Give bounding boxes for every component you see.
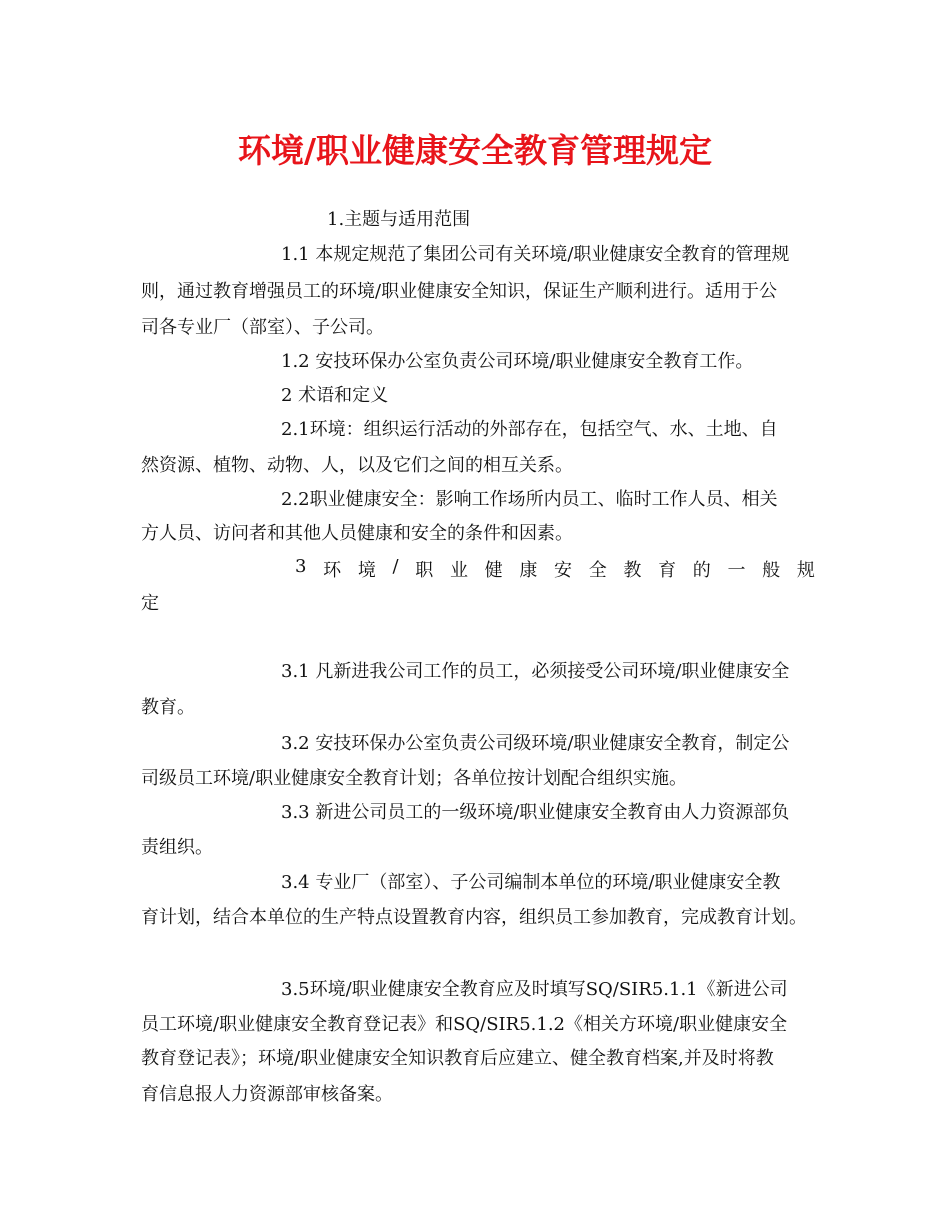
section-1-heading: 1.主题与适用范围 xyxy=(327,209,471,230)
paragraph-line: 定 xyxy=(141,593,159,614)
paragraph-line: 1.2 安技环保办公室负责公司环境/职业健康安全教育工作。 xyxy=(281,351,754,372)
heading-char: 育 xyxy=(658,560,677,581)
paragraph-line: 2.1环境：组织运行活动的外部存在，包括空气、水、土地、自 xyxy=(281,419,778,440)
heading-char: 环 xyxy=(323,560,342,581)
paragraph-line: 2.2职业健康安全：影响工作场所内员工、临时工作人员、相关 xyxy=(281,489,778,510)
heading-char: 境 xyxy=(357,560,376,581)
paragraph-line: 然资源、植物、动物、人，以及它们之间的相互关系。 xyxy=(141,455,573,476)
heading-char: 3 xyxy=(295,556,307,577)
paragraph-line: 司级员工环境/职业健康安全教育计划；各单位按计划配合组织实施。 xyxy=(141,768,688,789)
document-title: 环境/职业健康安全教育管理规定 xyxy=(237,131,713,170)
paragraph-line: 3.4 专业厂（部室）、子公司编制本单位的环境/职业健康安全教 xyxy=(281,872,781,893)
heading-char: 安 xyxy=(554,560,573,581)
paragraph-line: 1.1 本规定规范了集团公司有关环境/职业健康安全教育的管理规 xyxy=(281,244,790,265)
paragraph-line: 育计划，结合本单位的生产特点设置教育内容，组织员工参加教育，完成教育计划。 xyxy=(141,907,807,928)
paragraph-line: 员工环境/职业健康安全教育登记表》和SQ/SIR5.1.2《相关方环境/职业健康安全 xyxy=(141,1014,788,1035)
paragraph-line: 3.3 新进公司员工的一级环境/职业健康安全教育由人力资源部负 xyxy=(281,802,790,823)
heading-char: / xyxy=(392,556,399,577)
paragraph-line: 教育登记表》；环境/职业健康安全知识教育后应建立、健全教育档案,并及时将教 xyxy=(141,1048,774,1069)
paragraph-line: 责组织。 xyxy=(141,837,213,858)
heading-char: 规 xyxy=(796,560,815,581)
section-2-heading: 2 术语和定义 xyxy=(281,385,389,406)
heading-char: 康 xyxy=(519,560,538,581)
heading-char: 教 xyxy=(623,560,642,581)
heading-char: 业 xyxy=(449,560,468,581)
paragraph-line: 育信息报人力资源部审核备案。 xyxy=(141,1084,393,1105)
section-3-heading xyxy=(295,556,815,582)
paragraph-line: 3.5环境/职业健康安全教育应及时填写SQ/SIR5.1.1《新进公司 xyxy=(281,979,788,1000)
paragraph-line: 司各专业厂（部室）、子公司。 xyxy=(141,317,384,338)
heading-char: 全 xyxy=(588,560,607,581)
paragraph-line: 方人员、访问者和其他人员健康和安全的条件和因素。 xyxy=(141,523,573,544)
paragraph-line: 则，通过教育增强员工的环境/职业健康安全知识，保证生产顺利进行。适用于公 xyxy=(141,281,778,302)
paragraph-line: 教育。 xyxy=(141,697,195,718)
paragraph-line: 3.1 凡新进我公司工作的员工，必须接受公司环境/职业健康安全 xyxy=(281,661,790,682)
heading-char: 般 xyxy=(762,560,781,581)
paragraph-line: 3.2 安技环保办公室负责公司级环境/职业健康安全教育，制定公 xyxy=(281,733,790,754)
heading-char: 一 xyxy=(727,560,746,581)
heading-char: 职 xyxy=(415,560,434,581)
heading-char: 健 xyxy=(484,560,503,581)
heading-char: 的 xyxy=(692,560,711,581)
